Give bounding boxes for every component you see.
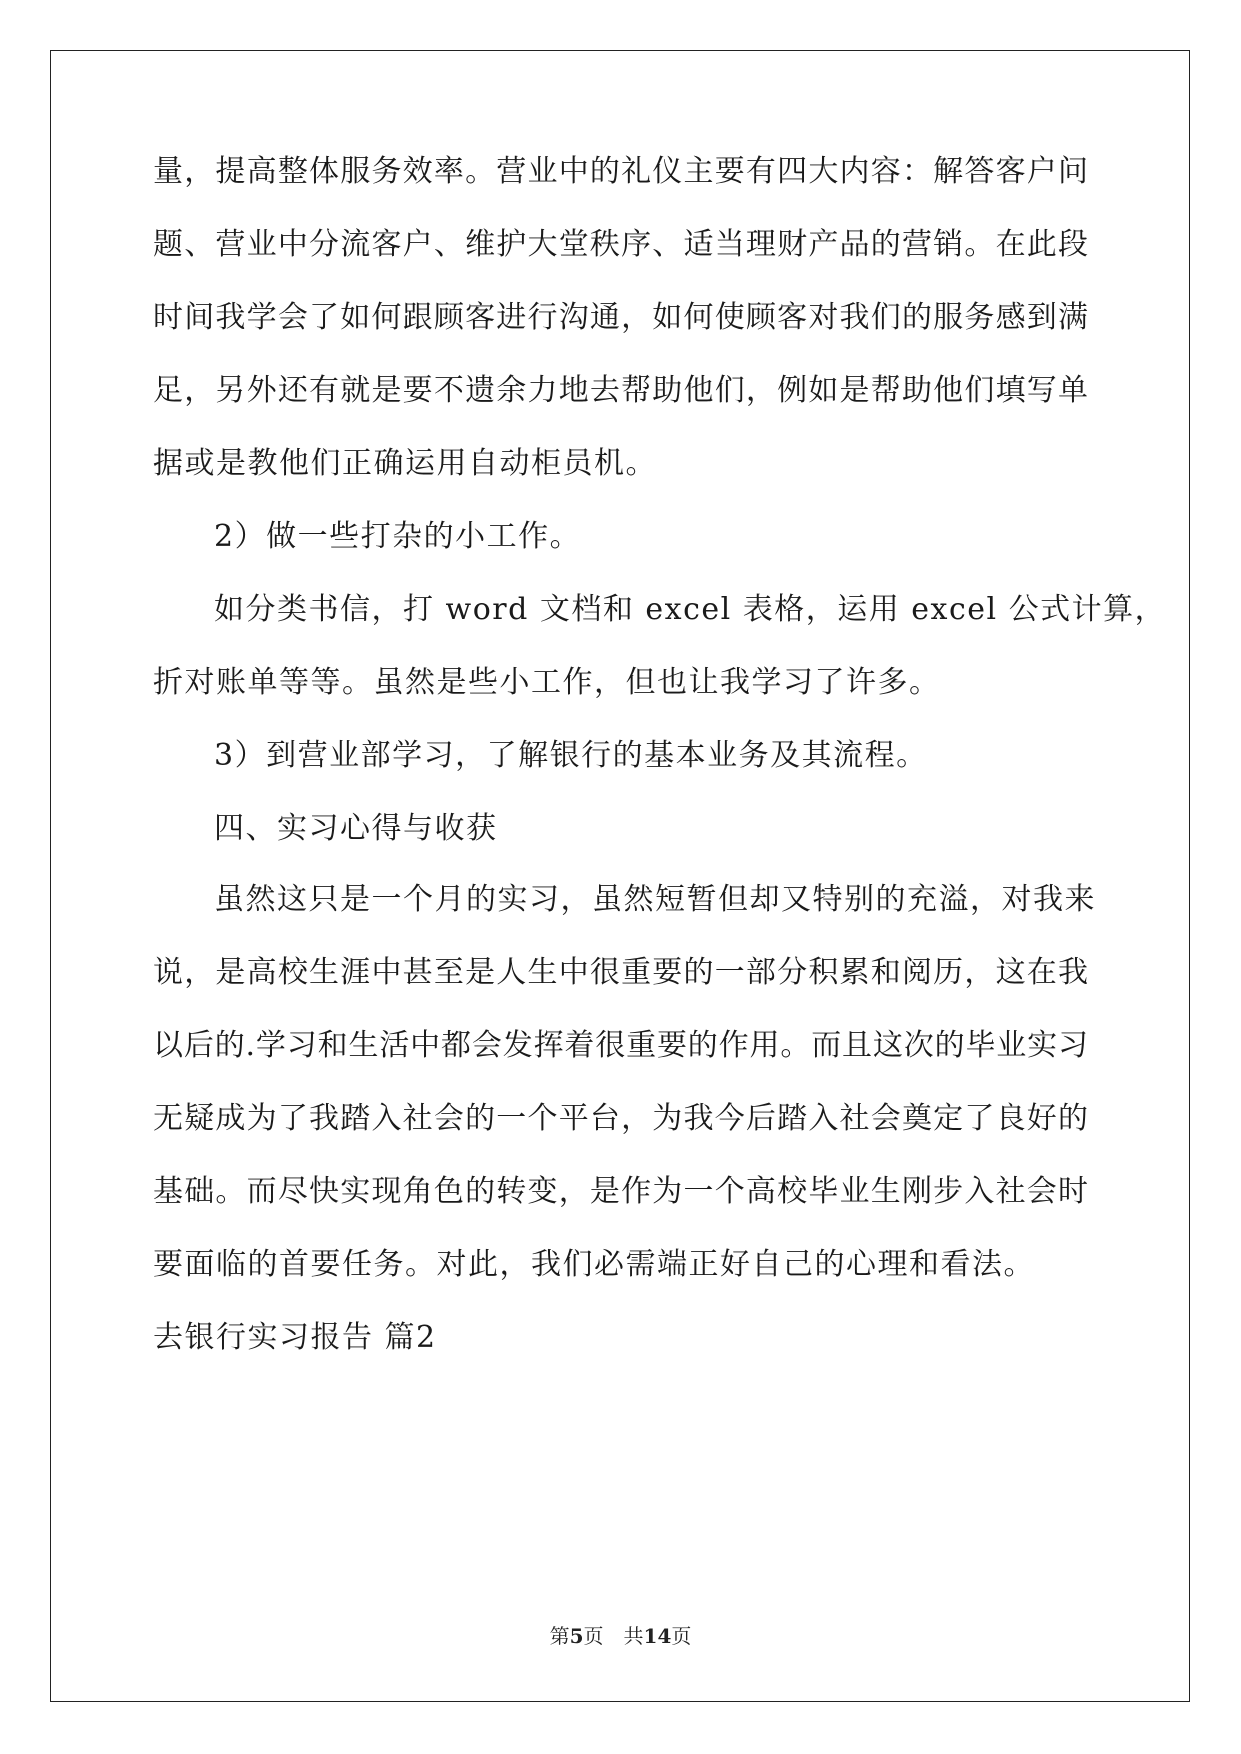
section-heading: 四、实习心得与收获: [214, 811, 498, 846]
text-line: 题、营业中分流客户、维护大堂秩序、适当理财产品的营销。在此段: [153, 227, 1088, 262]
text-line: 无疑成为了我踏入社会的一个平台，为我今后踏入社会奠定了良好的: [153, 1101, 1088, 1136]
text-line: 折对账单等等。虽然是些小工作，但也让我学习了许多。: [153, 665, 941, 700]
text-line: 基础。而尽快实现角色的转变，是作为一个高校毕业生刚步入社会时: [153, 1174, 1088, 1209]
footer-total-pages: 14: [643, 1624, 672, 1648]
footer-mid: 页 共: [583, 1624, 644, 1648]
text-line: 2）做一些打杂的小工作。: [214, 519, 582, 554]
text-line: 以后的.学习和生活中都会发挥着很重要的作用。而且这次的毕业实习: [153, 1028, 1088, 1063]
text-line: 3）到营业部学习，了解银行的基本业务及其流程。: [214, 738, 928, 773]
text-line: 时间我学会了如何跟顾客进行沟通，如何使顾客对我们的服务感到满: [153, 300, 1088, 335]
footer-prefix: 第: [549, 1624, 570, 1648]
text-line: 量，提高整体服务效率。营业中的礼仪主要有四大内容：解答客户问: [153, 154, 1088, 189]
footer-page-number: 5: [569, 1624, 584, 1648]
text-line: 足，另外还有就是要不遗余力地去帮助他们，例如是帮助他们填写单: [153, 373, 1088, 408]
text-line: 据或是教他们正确运用自动柜员机。: [153, 446, 657, 481]
text-line: 说，是高校生涯中甚至是人生中很重要的一部分积累和阅历，这在我: [153, 955, 1088, 990]
page-footer: [0, 1622, 1241, 1650]
text-line: 虽然这只是一个月的实习，虽然短暂但却又特别的充溢，对我来: [214, 882, 1096, 917]
footer-suffix: 页: [671, 1624, 692, 1648]
document-heading: 去银行实习报告 篇2: [153, 1320, 437, 1355]
text-line: 如分类书信，打 word 文档和 excel 表格，运用 excel 公式计算，: [214, 592, 1167, 627]
text-line: 要面临的首要任务。对此，我们必需端正好自己的心理和看法。: [153, 1247, 1035, 1282]
